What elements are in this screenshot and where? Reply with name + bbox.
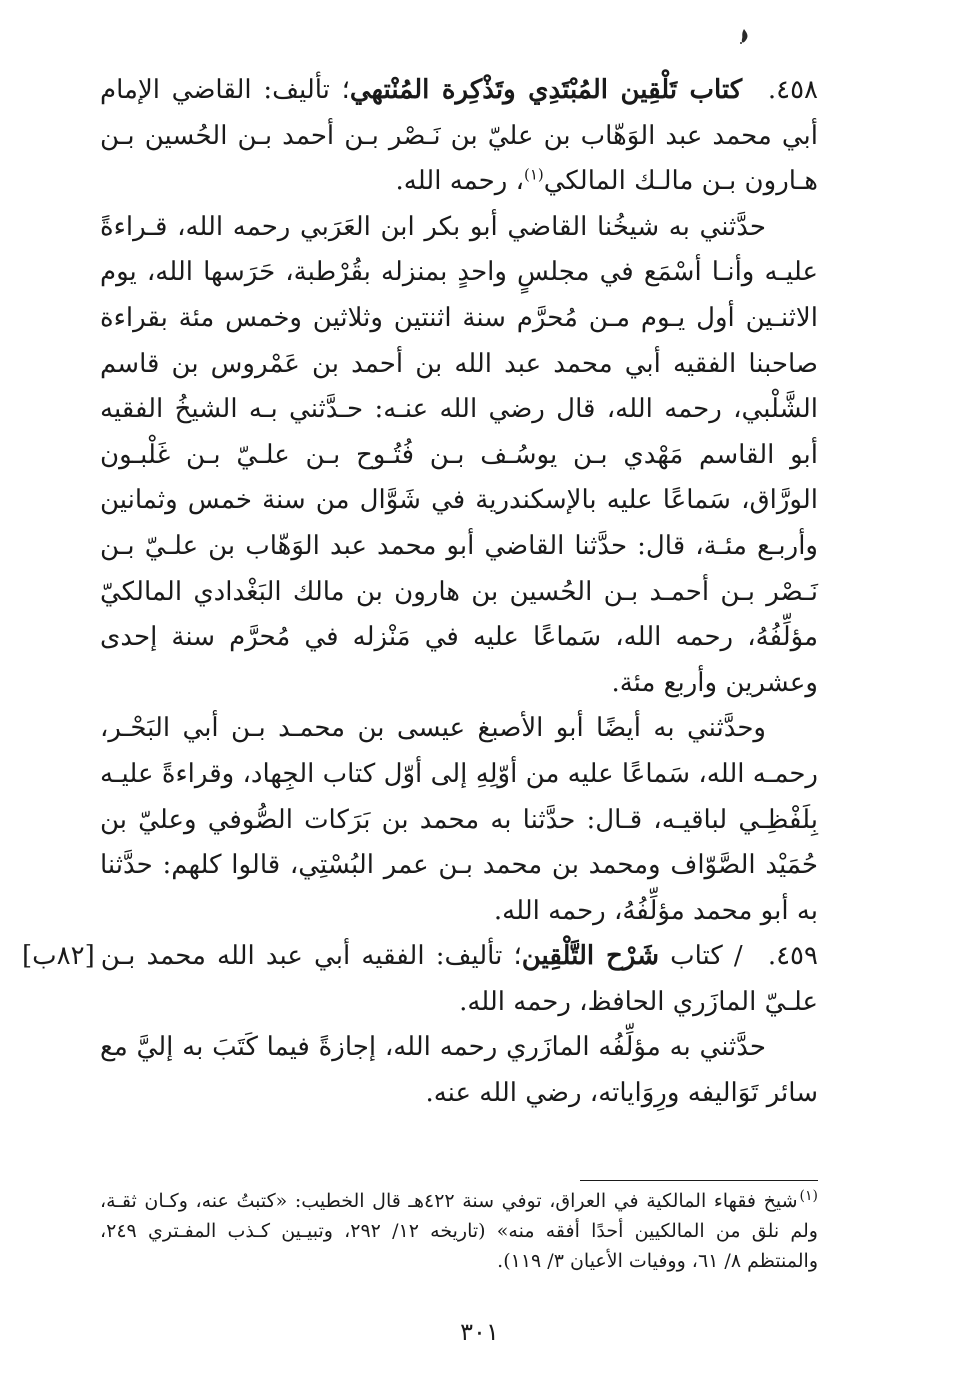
entry-458 xyxy=(100,68,818,205)
entry-title: شَرْح التَّلْقِين xyxy=(521,941,659,972)
entry-text-before: / كتاب xyxy=(658,941,743,972)
entry-text: ؛ تأليف: القاضي الإمام أبي محمد عبد الوَهّاب بن عليّ بن نَـصْر بـن أحمد بـن الحُسين بـن هـارون بـن مالـك المالكي xyxy=(100,75,818,197)
entry-459 xyxy=(22,934,818,1025)
ink-speck-ornament xyxy=(738,28,750,46)
entry-text-end: ، رحمه الله. xyxy=(395,166,524,197)
footnote-marker: (١) xyxy=(523,165,544,184)
footnote-number: (١) xyxy=(799,1187,818,1204)
main-text xyxy=(22,68,819,1117)
footnote xyxy=(100,1186,818,1276)
paragraph-459-chain: حدَّثني به مؤلِّفُه المازَري رحمه الله، إجازةً فيما كَتَبَ به إليَّ مع سائر تَوَاليفه ورِوَاياته، رضي الله عنه. xyxy=(100,1032,818,1109)
entry-number: ٤٥٩. xyxy=(767,941,818,972)
paragraph-458-chain-1: حدَّثني به شيخُنا القاضي أبو بكر ابن العَرَبي رحمه الله، قـراءةً عليـه وأنـا أسْمَع في مجلسٍ واحدٍ بمنزله بقُرْطبة، حَرَسها الله، يوم الاثنـين أول يـوم مـن مُحرَّم سنة اثنتين وثلاثين وخمس مئة بقراءة صاحبنا الفقيه أبي محمد عبد الله بن أحمد بن عَمْروس بن قاسم الشَّلْبي، رحمه الله، قال رضي الله عنـه: حـدَّثني بـه الشيخُ الفقيه أبو القاسم مَهْدي بـن يوسُـف بـن فُتُـوح بـن علـيّ بـن غَلْبـون الورَّاق، سَماعًا عليه بالإسكندرية في شَوَّال من سنة خمس وثمانين وأربـع مئـة، قال: حدَّثنا القاضي أبو محمد عبد الوَهّاب بن علـيّ بـن نَـصْر بـن أحمـد بـن الحُسين بن هارون بن مالك البَغْدادي المالكيّ مؤلِّفُهُ، رحمه الله، سَماعًا عليه في مَنْزله في مُحرَّم سنة إحدى وعشرين وأربع مئة. xyxy=(100,211,818,698)
entry-title: كتاب تَلْقِين المُبْتَدِي وتَذْكِرة المُنْتهي xyxy=(349,75,743,105)
folio-reference: [٨٢ب] xyxy=(22,941,95,972)
footnote-text: شيخ فقهاء المالكية في العراق، توفي سنة ٤٢٢هـ قال الخطيب: «كتبتُ عنه، وكـان ثقـة، ولم نلق من المالكيين أحدًا أفقه منه» (تاريخه ١٢/ ٢٩٢، وتبيـين كـذب المفـتري ٢٤٩، والمنتظم ٨/ ٦١، ووفيات الأعيان ٣/ ١١٩). xyxy=(100,1190,818,1272)
entry-number: ٤٥٨. xyxy=(767,75,819,105)
footnote-separator xyxy=(580,1180,818,1181)
entry-text: ؛ تأليف: الفقيه أبي عبد الله محمد بـن علـيّ المازَري الحافظ، رحمه الله. xyxy=(100,941,818,1017)
paragraph-458-chain-2: وحدَّثني به أيضًا أبو الأصبغ عيسى بن محمـد بـن أبي البَحْـر، رحمـه الله، سَماعًا عليه من أوّلِهِ إلى أوّل كتاب الجِهاد، وقراءةً عليـه بِلَفْظِـي لباقيـه، قـال: حدَّثنا به محمد بن بَرَكات الصُّوفي وعليّ بن حُمَيْد الصَّوّاف ومحمد بن محمد بـن عمر البُسْتِي، قالوا كلهم: حدَّثنا به أبو محمد مؤلِّفُهُ، رحمه الله. xyxy=(100,713,818,926)
page-number: ٣٠١ xyxy=(460,1318,499,1346)
